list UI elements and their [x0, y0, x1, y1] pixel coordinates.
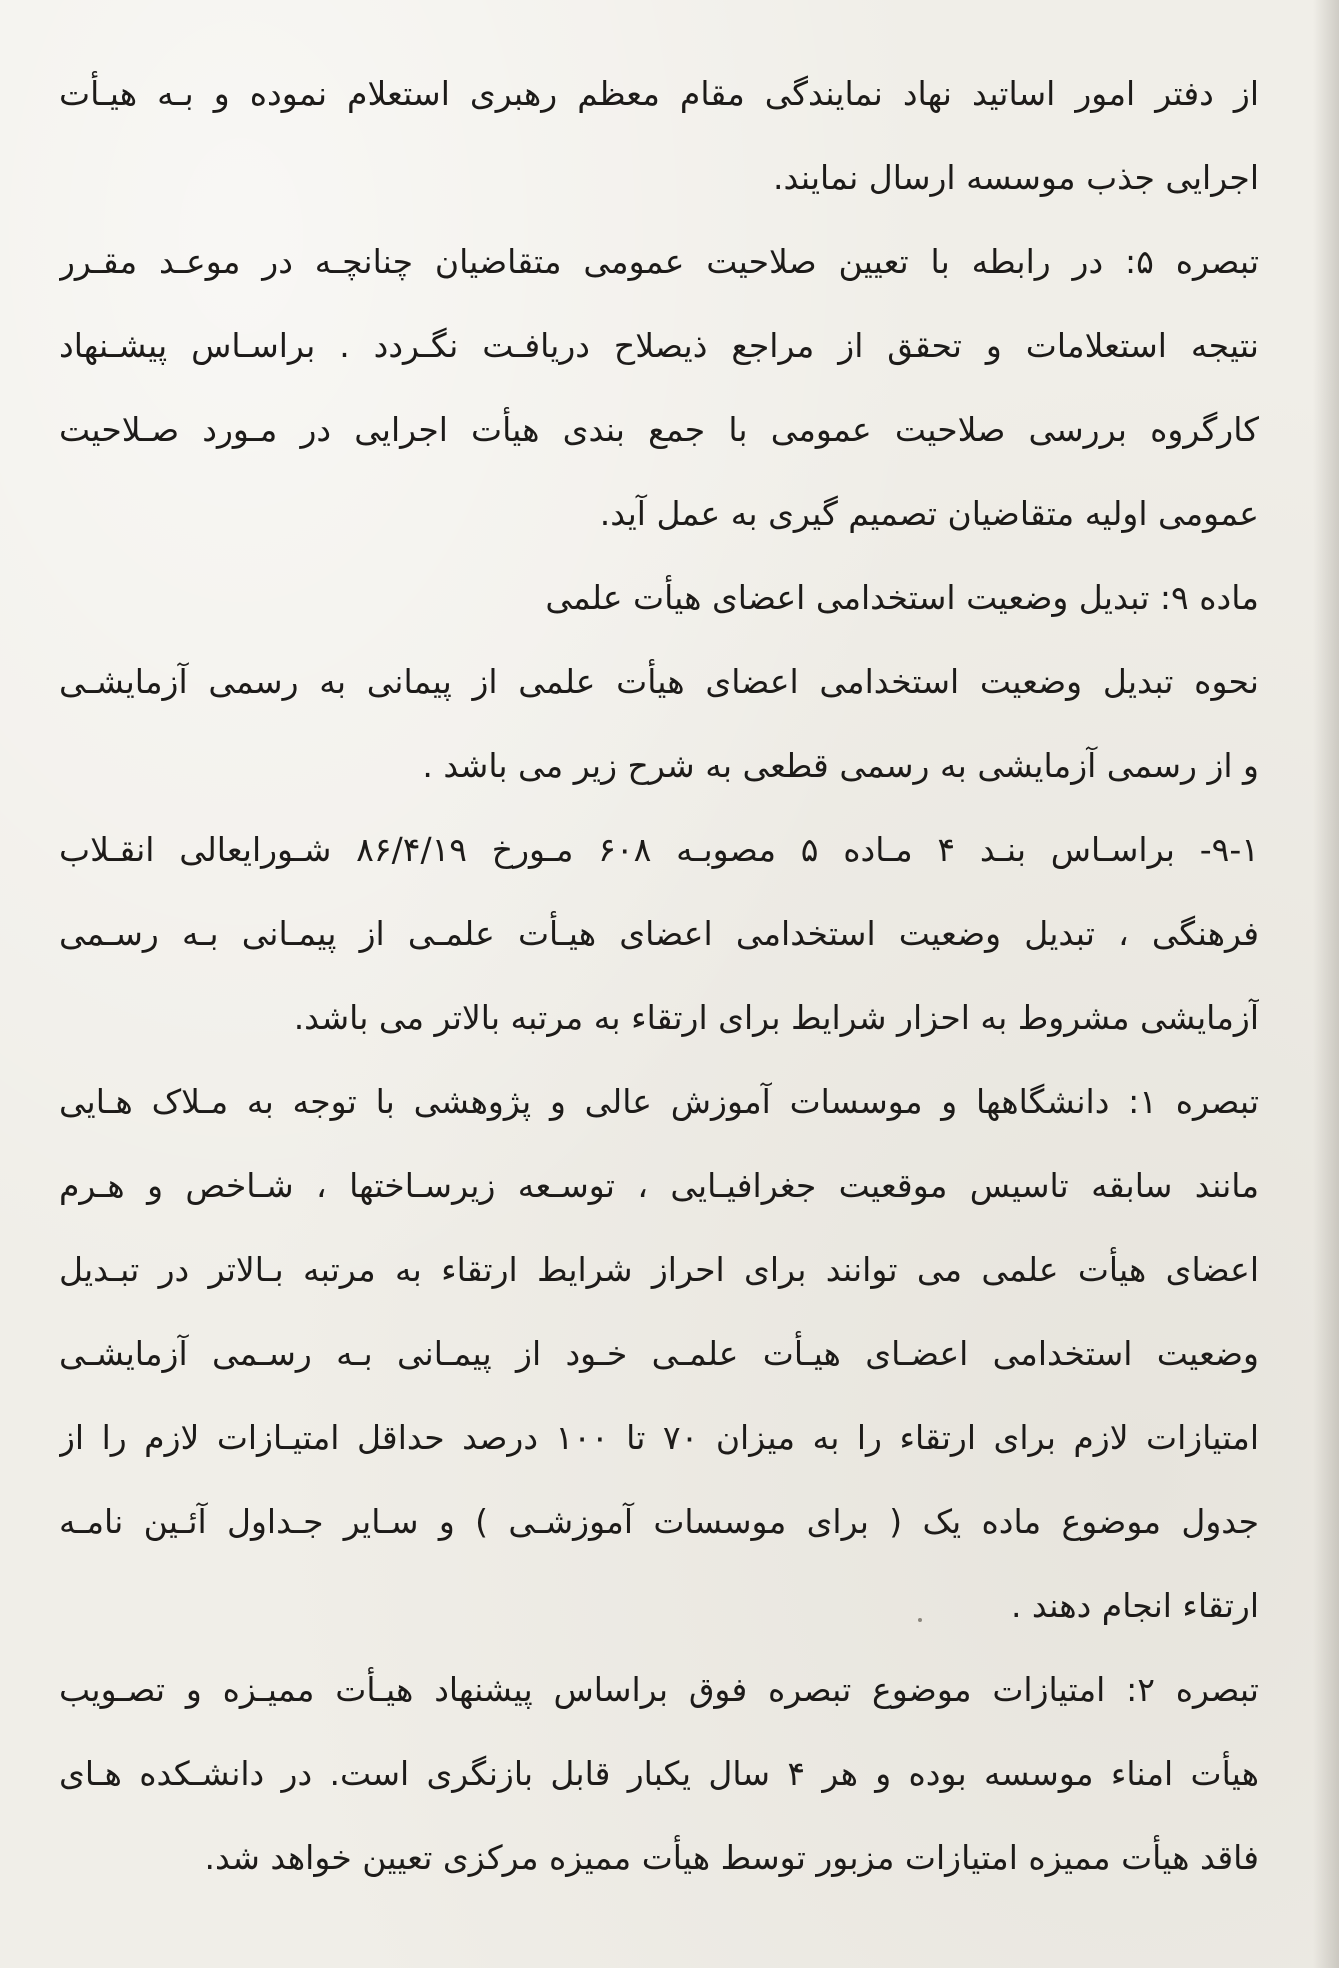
text-line: ارتقاء انجام دهند . — [1010, 1586, 1259, 1625]
text-line: و از رسمی آزمایشی به رسمی قطعی به شرح زیر می باشد . — [422, 746, 1259, 785]
text-line: اجرایی جذب موسسه ارسال نمایند. — [773, 158, 1259, 197]
body-text — [59, 52, 1259, 1900]
text-line: فرهنگی ، تبدیل وضعیت استخدامی اعضای هیـأت علمـی از پیمـانی بـه رسـمی — [59, 914, 1259, 953]
text-line: تبصره ۱: دانشگاهها و موسسات آموزش عالی و پژوهشی با توجه به مـلاک هـایی — [59, 1082, 1259, 1121]
text-line: عمومی اولیه متقاضیان تصمیم گیری به عمل آید. — [599, 494, 1259, 533]
text-line: امتیازات لازم برای ارتقاء را به میزان ۷۰ تا ۱۰۰ درصد حداقل امتیـازات لازم را از — [59, 1418, 1259, 1457]
page-gutter-shadow — [1313, 0, 1339, 1968]
text-line: وضعیت استخدامی اعضـای هیـأت علمـی خـود از پیمـانی بـه رسـمی آزمایشـی — [59, 1334, 1259, 1373]
scan-speck — [918, 1618, 922, 1622]
text-line: هیأت امناء موسسه بوده و هر ۴ سال یکبار قابل بازنگری است. در دانشـکده هـای — [59, 1754, 1259, 1793]
text-line: ۹-۱- براسـاس بنـد ۴ مـاده ۵ مصوبـه ۶۰۸ مـورخ ۸۶/۴/۱۹ شـورایعالی انقـلاب — [59, 830, 1259, 869]
text-line: ماده ۹: تبدیل وضعیت استخدامی اعضای هیأت علمی — [545, 578, 1259, 617]
text-line: تبصره ۲: امتیازات موضوع تبصره فوق براساس پیشنهاد هیـأت ممیـزه و تصـویب — [59, 1670, 1259, 1709]
text-line: کارگروه بررسی صلاحیت عمومی با جمع بندی هیأت اجرایی در مـورد صـلاحیت — [59, 410, 1259, 449]
text-line: نحوه تبدیل وضعیت استخدامی اعضای هیأت علمی از پیمانی به رسمی آزمایشـی — [59, 662, 1259, 701]
text-line: آزمایشی مشروط به احزار شرایط برای ارتقاء به مرتبه بالاتر می باشد. — [293, 998, 1259, 1037]
text-line: فاقد هیأت ممیزه امتیازات مزبور توسط هیأت ممیزه مرکزی تعیین خواهد شد. — [204, 1838, 1259, 1877]
text-line: تبصره ۵: در رابطه با تعیین صلاحیت عمومی متقاضیان چنانچـه در موعـد مقـرر — [59, 242, 1259, 281]
text-line: مانند سابقه تاسیس موقعیت جغرافیـایی ، توسـعه زیرسـاختها ، شـاخص و هـرم — [59, 1166, 1259, 1205]
text-line: اعضای هیأت علمی می توانند برای احراز شرایط ارتقاء به مرتبه بـالاتر در تبـدیل — [59, 1250, 1259, 1289]
text-line: جدول موضوع ماده یک ( برای موسسات آموزشـی ) و سـایر جـداول آئـین نامـه — [59, 1502, 1259, 1541]
text-line: نتیجه استعلامات و تحقق از مراجع ذیصلاح دریافـت نگـردد . براسـاس پیشـنهاد — [59, 326, 1259, 365]
text-line: از دفتر امور اساتید نهاد نمایندگی مقام معظم رهبری استعلام نموده و بـه هیـأت — [59, 74, 1259, 113]
